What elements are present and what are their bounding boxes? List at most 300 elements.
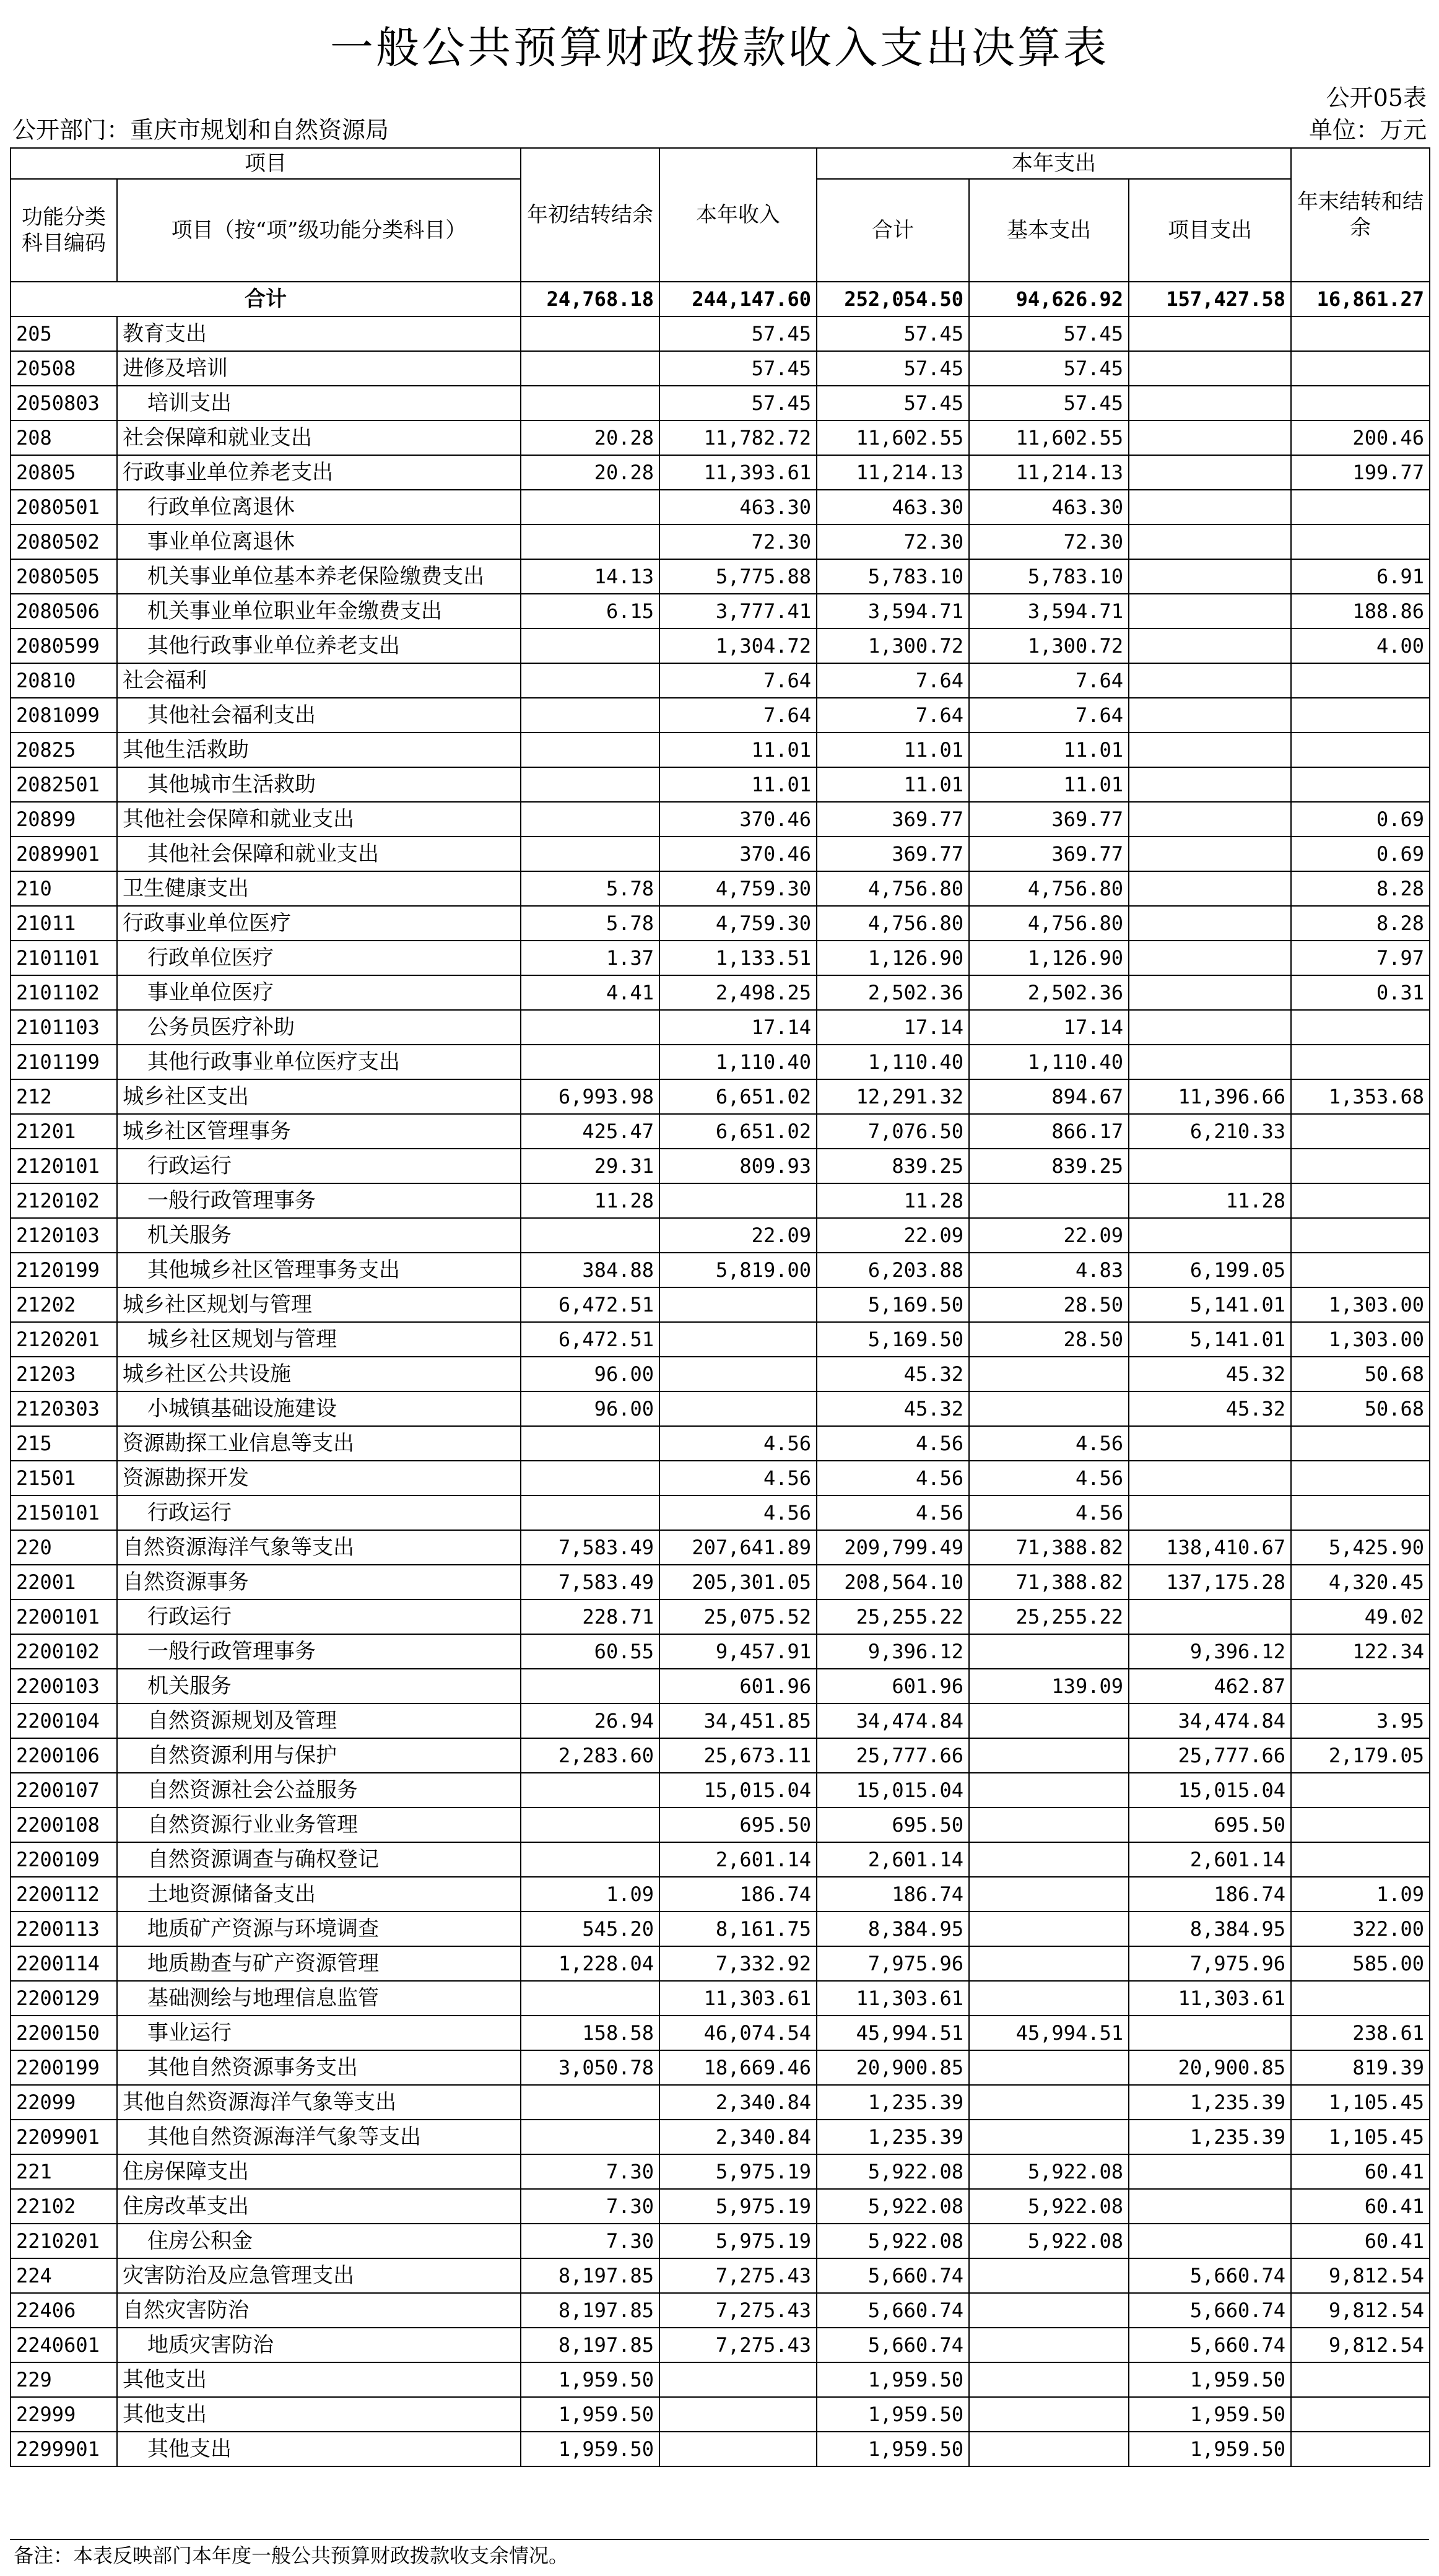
- form-number: 公开05表: [1326, 84, 1427, 111]
- row-begin-balance: [521, 767, 659, 802]
- row-exp-basic: 28.50: [969, 1322, 1129, 1357]
- table-row: [11, 420, 1430, 455]
- row-code: 2080506: [11, 594, 117, 629]
- row-exp-basic: 5,783.10: [969, 559, 1129, 594]
- row-code: 2200102: [11, 1634, 117, 1669]
- row-income: 18,669.46: [659, 2050, 817, 2085]
- row-end-balance: 9,812.54: [1291, 2293, 1430, 2328]
- row-name: 机关服务: [117, 1669, 521, 1704]
- row-exp-basic: [969, 1877, 1129, 1912]
- row-exp-basic: [969, 1391, 1129, 1426]
- header-begin-balance: 年初结转结余: [521, 148, 659, 282]
- row-code: 2120199: [11, 1253, 117, 1287]
- row-begin-balance: [521, 316, 659, 351]
- row-code: 20805: [11, 455, 117, 490]
- row-code: 229: [11, 2362, 117, 2397]
- row-exp-project: [1129, 802, 1291, 837]
- row-exp-project: [1129, 975, 1291, 1010]
- row-income: 207,641.89: [659, 1530, 817, 1565]
- row-begin-balance: [521, 2085, 659, 2120]
- row-exp-project: 5,660.74: [1129, 2258, 1291, 2293]
- row-exp-total: 4.56: [817, 1495, 969, 1530]
- row-exp-basic: 5,922.08: [969, 2224, 1129, 2258]
- row-code: 21202: [11, 1287, 117, 1322]
- row-begin-balance: 96.00: [521, 1357, 659, 1391]
- header-name: 项目（按“项”级功能分类科目）: [117, 179, 521, 282]
- row-code: 2200109: [11, 1842, 117, 1877]
- row-begin-balance: 20.28: [521, 455, 659, 490]
- row-code: 2210201: [11, 2224, 117, 2258]
- row-exp-project: 1,959.50: [1129, 2362, 1291, 2397]
- table-row: [11, 1114, 1430, 1149]
- row-begin-balance: 228.71: [521, 1599, 659, 1634]
- row-code: 2120101: [11, 1149, 117, 1183]
- total-label: 合计: [11, 282, 521, 316]
- table-row: [11, 1495, 1430, 1530]
- row-income: 11.01: [659, 733, 817, 767]
- row-code: 224: [11, 2258, 117, 2293]
- row-name: 事业运行: [117, 2016, 521, 2050]
- row-begin-balance: 6,993.98: [521, 1079, 659, 1114]
- row-name: 卫生健康支出: [117, 871, 521, 906]
- row-exp-total: 1,959.50: [817, 2362, 969, 2397]
- table-row: [11, 2085, 1430, 2120]
- row-exp-project: 137,175.28: [1129, 1565, 1291, 1599]
- row-code: 21203: [11, 1357, 117, 1391]
- row-exp-total: 5,922.08: [817, 2224, 969, 2258]
- table-row: [11, 2258, 1430, 2293]
- row-exp-project: 1,959.50: [1129, 2397, 1291, 2432]
- row-name: 其他支出: [117, 2397, 521, 2432]
- row-income: 2,498.25: [659, 975, 817, 1010]
- row-begin-balance: [521, 663, 659, 698]
- row-income: 3,777.41: [659, 594, 817, 629]
- row-exp-project: 6,210.33: [1129, 1114, 1291, 1149]
- row-income: 7.64: [659, 698, 817, 733]
- row-exp-basic: 57.45: [969, 351, 1129, 386]
- row-income: 2,340.84: [659, 2085, 817, 2120]
- row-exp-basic: 7.64: [969, 663, 1129, 698]
- row-exp-basic: 4.83: [969, 1253, 1129, 1287]
- row-name: 其他自然资源事务支出: [117, 2050, 521, 2085]
- row-begin-balance: [521, 351, 659, 386]
- row-income: 34,451.85: [659, 1704, 817, 1738]
- header-expense-group: 本年支出: [817, 148, 1291, 179]
- row-end-balance: 50.68: [1291, 1391, 1430, 1426]
- row-exp-total: 11.01: [817, 767, 969, 802]
- row-exp-project: [1129, 1426, 1291, 1461]
- row-exp-project: 1,959.50: [1129, 2432, 1291, 2466]
- row-exp-total: 839.25: [817, 1149, 969, 1183]
- row-income: 463.30: [659, 490, 817, 524]
- row-code: 2101199: [11, 1045, 117, 1079]
- row-exp-total: 1,235.39: [817, 2085, 969, 2120]
- row-code: 2200107: [11, 1773, 117, 1808]
- row-exp-basic: [969, 2362, 1129, 2397]
- row-begin-balance: 7.30: [521, 2224, 659, 2258]
- budget-table: [10, 147, 1430, 2467]
- row-exp-total: 11,303.61: [817, 1981, 969, 2016]
- row-exp-project: [1129, 559, 1291, 594]
- row-end-balance: 0.31: [1291, 975, 1430, 1010]
- row-exp-total: 2,601.14: [817, 1842, 969, 1877]
- total-exp-project: 157,427.58: [1129, 282, 1291, 316]
- row-exp-project: 462.87: [1129, 1669, 1291, 1704]
- table-row: [11, 1010, 1430, 1045]
- row-end-balance: [1291, 1808, 1430, 1842]
- row-name: 地质灾害防治: [117, 2328, 521, 2362]
- row-income: 1,110.40: [659, 1045, 817, 1079]
- header-code: 功能分类科目编码: [11, 179, 117, 282]
- row-exp-basic: [969, 2432, 1129, 2466]
- row-end-balance: [1291, 2362, 1430, 2397]
- row-exp-basic: [969, 1981, 1129, 2016]
- row-code: 2089901: [11, 837, 117, 871]
- row-exp-project: 11,303.61: [1129, 1981, 1291, 2016]
- row-exp-total: 463.30: [817, 490, 969, 524]
- row-name: 教育支出: [117, 316, 521, 351]
- row-begin-balance: 96.00: [521, 1391, 659, 1426]
- row-exp-project: 186.74: [1129, 1877, 1291, 1912]
- row-exp-basic: 11,214.13: [969, 455, 1129, 490]
- row-income: [659, 1357, 817, 1391]
- row-end-balance: [1291, 386, 1430, 420]
- row-code: 220: [11, 1530, 117, 1565]
- row-begin-balance: [521, 802, 659, 837]
- row-exp-basic: 4,756.80: [969, 906, 1129, 941]
- row-exp-total: 45,994.51: [817, 2016, 969, 2050]
- row-income: 5,975.19: [659, 2224, 817, 2258]
- table-row: [11, 1946, 1430, 1981]
- row-income: 5,775.88: [659, 559, 817, 594]
- table-row: [11, 802, 1430, 837]
- header-exp-project: 项目支出: [1129, 179, 1291, 282]
- row-code: 208: [11, 420, 117, 455]
- row-exp-basic: 3,594.71: [969, 594, 1129, 629]
- table-row: [11, 1426, 1430, 1461]
- table-row: [11, 1738, 1430, 1773]
- row-name: 其他城市生活救助: [117, 767, 521, 802]
- table-row: [11, 733, 1430, 767]
- row-end-balance: 1,353.68: [1291, 1079, 1430, 1114]
- row-exp-total: 9,396.12: [817, 1634, 969, 1669]
- row-income: 57.45: [659, 316, 817, 351]
- table-row: [11, 663, 1430, 698]
- row-name: 自然资源行业业务管理: [117, 1808, 521, 1842]
- row-end-balance: 50.68: [1291, 1357, 1430, 1391]
- table-row: [11, 1287, 1430, 1322]
- row-code: 22001: [11, 1565, 117, 1599]
- table-row: [11, 386, 1430, 420]
- row-exp-basic: 1,300.72: [969, 629, 1129, 663]
- row-code: 2200101: [11, 1599, 117, 1634]
- row-begin-balance: [521, 2120, 659, 2154]
- row-begin-balance: [521, 837, 659, 871]
- row-name: 机关服务: [117, 1218, 521, 1253]
- row-exp-total: 208,564.10: [817, 1565, 969, 1599]
- row-name: 其他支出: [117, 2432, 521, 2466]
- row-exp-project: 45.32: [1129, 1357, 1291, 1391]
- row-name: 城乡社区支出: [117, 1079, 521, 1114]
- row-exp-project: [1129, 1010, 1291, 1045]
- row-income: 4,759.30: [659, 906, 817, 941]
- row-begin-balance: 11.28: [521, 1183, 659, 1218]
- row-begin-balance: [521, 1808, 659, 1842]
- row-income: 5,975.19: [659, 2154, 817, 2189]
- row-exp-basic: 11.01: [969, 733, 1129, 767]
- row-exp-basic: 25,255.22: [969, 1599, 1129, 1634]
- table-row: [11, 2189, 1430, 2224]
- row-exp-total: 45.32: [817, 1357, 969, 1391]
- row-exp-project: [1129, 1599, 1291, 1634]
- row-exp-basic: 11,602.55: [969, 420, 1129, 455]
- row-begin-balance: 545.20: [521, 1912, 659, 1946]
- row-exp-basic: 839.25: [969, 1149, 1129, 1183]
- table-row: [11, 2050, 1430, 2085]
- row-begin-balance: [521, 1045, 659, 1079]
- row-exp-project: 5,141.01: [1129, 1287, 1291, 1322]
- row-income: 72.30: [659, 524, 817, 559]
- row-begin-balance: 1,959.50: [521, 2432, 659, 2466]
- table-row: [11, 941, 1430, 975]
- row-income: 186.74: [659, 1877, 817, 1912]
- table-row: [11, 629, 1430, 663]
- row-exp-basic: 72.30: [969, 524, 1129, 559]
- row-code: 2209901: [11, 2120, 117, 2154]
- row-income: 11,303.61: [659, 1981, 817, 2016]
- table-body: [11, 282, 1430, 2466]
- row-exp-basic: [969, 1738, 1129, 1773]
- row-exp-basic: 5,922.08: [969, 2189, 1129, 2224]
- row-begin-balance: 2,283.60: [521, 1738, 659, 1773]
- table-row: [11, 559, 1430, 594]
- row-name: 其他自然资源海洋气象等支出: [117, 2085, 521, 2120]
- row-exp-total: 12,291.32: [817, 1079, 969, 1114]
- row-exp-project: [1129, 1495, 1291, 1530]
- row-code: 2080599: [11, 629, 117, 663]
- row-begin-balance: 7,583.49: [521, 1530, 659, 1565]
- row-name: 自然资源事务: [117, 1565, 521, 1599]
- row-income: 601.96: [659, 1669, 817, 1704]
- row-name: 机关事业单位职业年金缴费支出: [117, 594, 521, 629]
- row-income: 809.93: [659, 1149, 817, 1183]
- row-end-balance: 322.00: [1291, 1912, 1430, 1946]
- row-exp-basic: [969, 1946, 1129, 1981]
- row-income: 7,275.43: [659, 2258, 817, 2293]
- row-begin-balance: 6,472.51: [521, 1322, 659, 1357]
- row-name: 进修及培训: [117, 351, 521, 386]
- row-exp-total: 1,300.72: [817, 629, 969, 663]
- row-end-balance: [1291, 1114, 1430, 1149]
- row-name: 行政运行: [117, 1149, 521, 1183]
- row-begin-balance: [521, 1669, 659, 1704]
- row-end-balance: 2,179.05: [1291, 1738, 1430, 1773]
- row-name: 住房公积金: [117, 2224, 521, 2258]
- row-income: 4.56: [659, 1495, 817, 1530]
- row-code: 205: [11, 316, 117, 351]
- table-row: [11, 1357, 1430, 1391]
- row-exp-total: 369.77: [817, 802, 969, 837]
- total-exp-total: 252,054.50: [817, 282, 969, 316]
- row-code: 21011: [11, 906, 117, 941]
- row-name: 其他自然资源海洋气象等支出: [117, 2120, 521, 2154]
- row-exp-project: [1129, 767, 1291, 802]
- row-end-balance: 238.61: [1291, 2016, 1430, 2050]
- row-code: 2200129: [11, 1981, 117, 2016]
- row-income: 205,301.05: [659, 1565, 817, 1599]
- row-exp-basic: [969, 1183, 1129, 1218]
- table-row: [11, 1391, 1430, 1426]
- row-end-balance: 819.39: [1291, 2050, 1430, 2085]
- row-exp-basic: [969, 2050, 1129, 2085]
- row-begin-balance: 1.09: [521, 1877, 659, 1912]
- row-begin-balance: 14.13: [521, 559, 659, 594]
- row-income: 25,075.52: [659, 1599, 817, 1634]
- row-name: 其他城乡社区管理事务支出: [117, 1253, 521, 1287]
- row-exp-total: 209,799.49: [817, 1530, 969, 1565]
- row-name: 培训支出: [117, 386, 521, 420]
- row-exp-basic: 28.50: [969, 1287, 1129, 1322]
- row-income: 57.45: [659, 386, 817, 420]
- row-exp-basic: 4.56: [969, 1426, 1129, 1461]
- row-begin-balance: [521, 1218, 659, 1253]
- row-exp-project: [1129, 490, 1291, 524]
- row-exp-project: [1129, 733, 1291, 767]
- row-exp-basic: [969, 1704, 1129, 1738]
- row-end-balance: 6.91: [1291, 559, 1430, 594]
- row-end-balance: [1291, 698, 1430, 733]
- row-code: 2120102: [11, 1183, 117, 1218]
- row-exp-project: [1129, 455, 1291, 490]
- table-row: [11, 2120, 1430, 2154]
- row-exp-total: 57.45: [817, 351, 969, 386]
- row-exp-project: [1129, 2016, 1291, 2050]
- row-exp-project: [1129, 906, 1291, 941]
- row-name: 自然资源社会公益服务: [117, 1773, 521, 1808]
- row-begin-balance: 1.37: [521, 941, 659, 975]
- row-name: 地质勘查与矿产资源管理: [117, 1946, 521, 1981]
- table-row: [11, 351, 1430, 386]
- row-exp-total: 25,255.22: [817, 1599, 969, 1634]
- table-row: [11, 524, 1430, 559]
- total-income: 244,147.60: [659, 282, 817, 316]
- row-income: 5,819.00: [659, 1253, 817, 1287]
- row-exp-total: 1,110.40: [817, 1045, 969, 1079]
- row-end-balance: [1291, 351, 1430, 386]
- row-exp-project: [1129, 837, 1291, 871]
- row-exp-basic: [969, 1634, 1129, 1669]
- row-exp-project: 15,015.04: [1129, 1773, 1291, 1808]
- row-end-balance: [1291, 1183, 1430, 1218]
- row-code: 20508: [11, 351, 117, 386]
- row-end-balance: 9,812.54: [1291, 2328, 1430, 2362]
- row-end-balance: 3.95: [1291, 1704, 1430, 1738]
- row-exp-total: 186.74: [817, 1877, 969, 1912]
- row-exp-project: [1129, 1218, 1291, 1253]
- row-end-balance: 60.41: [1291, 2154, 1430, 2189]
- row-income: [659, 1391, 817, 1426]
- header-income: 本年收入: [659, 148, 817, 282]
- row-name: 资源勘探工业信息等支出: [117, 1426, 521, 1461]
- row-income: 2,601.14: [659, 1842, 817, 1877]
- row-end-balance: [1291, 733, 1430, 767]
- row-code: 2120303: [11, 1391, 117, 1426]
- row-end-balance: [1291, 490, 1430, 524]
- row-code: 2200104: [11, 1704, 117, 1738]
- row-exp-basic: [969, 1357, 1129, 1391]
- table-row: [11, 1079, 1430, 1114]
- row-exp-total: 5,660.74: [817, 2328, 969, 2362]
- row-exp-total: 11.01: [817, 733, 969, 767]
- row-exp-basic: 4,756.80: [969, 871, 1129, 906]
- row-code: 2200108: [11, 1808, 117, 1842]
- row-income: 370.46: [659, 802, 817, 837]
- table-row: [11, 1183, 1430, 1218]
- total-exp-basic: 94,626.92: [969, 282, 1129, 316]
- row-end-balance: [1291, 1253, 1430, 1287]
- row-income: 6,651.02: [659, 1079, 817, 1114]
- row-code: 2200114: [11, 1946, 117, 1981]
- row-income: [659, 2362, 817, 2397]
- table-row: [11, 1530, 1430, 1565]
- row-name: 其他生活救助: [117, 733, 521, 767]
- row-code: 21201: [11, 1114, 117, 1149]
- row-income: 2,340.84: [659, 2120, 817, 2154]
- row-income: [659, 1287, 817, 1322]
- row-code: 2200112: [11, 1877, 117, 1912]
- row-income: 11,782.72: [659, 420, 817, 455]
- row-income: 4.56: [659, 1426, 817, 1461]
- table-row: [11, 2362, 1430, 2397]
- row-exp-basic: [969, 2258, 1129, 2293]
- row-name: 行政事业单位医疗: [117, 906, 521, 941]
- row-name: 行政运行: [117, 1599, 521, 1634]
- row-end-balance: 9,812.54: [1291, 2258, 1430, 2293]
- row-name: 事业单位离退休: [117, 524, 521, 559]
- row-exp-project: 1,235.39: [1129, 2085, 1291, 2120]
- row-begin-balance: [521, 1010, 659, 1045]
- row-name: 地质矿产资源与环境调查: [117, 1912, 521, 1946]
- row-exp-basic: 4.56: [969, 1461, 1129, 1495]
- row-exp-basic: 369.77: [969, 802, 1129, 837]
- row-exp-basic: 71,388.82: [969, 1565, 1129, 1599]
- row-income: [659, 2397, 817, 2432]
- total-row: [11, 282, 1430, 316]
- row-exp-project: 1,235.39: [1129, 2120, 1291, 2154]
- row-income: 9,457.91: [659, 1634, 817, 1669]
- row-end-balance: 8.28: [1291, 906, 1430, 941]
- row-code: 22102: [11, 2189, 117, 2224]
- row-end-balance: 60.41: [1291, 2189, 1430, 2224]
- row-name: 城乡社区规划与管理: [117, 1322, 521, 1357]
- row-exp-project: [1129, 1149, 1291, 1183]
- row-income: 17.14: [659, 1010, 817, 1045]
- row-name: 其他行政事业单位医疗支出: [117, 1045, 521, 1079]
- row-exp-project: [1129, 351, 1291, 386]
- row-end-balance: [1291, 2432, 1430, 2466]
- row-begin-balance: 1,959.50: [521, 2362, 659, 2397]
- row-income: [659, 1322, 817, 1357]
- department-label: 公开部门：重庆市规划和自然资源局: [12, 116, 389, 144]
- row-end-balance: 199.77: [1291, 455, 1430, 490]
- table-row: [11, 1669, 1430, 1704]
- row-end-balance: 200.46: [1291, 420, 1430, 455]
- row-code: 2101101: [11, 941, 117, 975]
- row-code: 2080502: [11, 524, 117, 559]
- row-exp-total: 1,126.90: [817, 941, 969, 975]
- table-row: [11, 2224, 1430, 2258]
- row-exp-project: [1129, 524, 1291, 559]
